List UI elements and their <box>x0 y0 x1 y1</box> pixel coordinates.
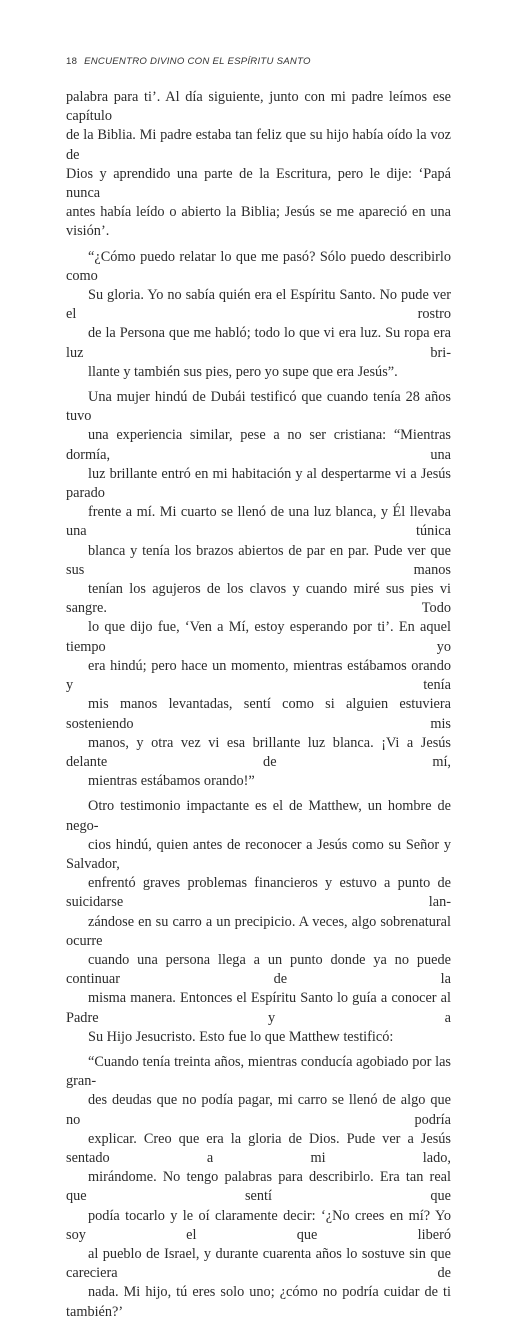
text-line: al pueblo de Israel, y durante cuarenta años lo sostuve sin que careciera de <box>66 1245 451 1282</box>
text-line: nada. Mi hijo, tú eres solo uno; ¿cómo no podría cuidar de ti también?’ <box>66 1284 451 1320</box>
text-line: mis manos levantadas, sentí como si alguien estuviera sosteniendo mis <box>66 696 451 732</box>
text-line: Otro testimonio impactante es el de Matthew, un hombre de nego- <box>66 798 451 834</box>
running-head <box>66 56 311 67</box>
paragraph <box>66 248 451 382</box>
text-line: enfrentó graves problemas financieros y estuvo a punto de suicidarse lan- <box>66 875 451 911</box>
text-line: Su Hijo Jesucristo. Esto fue lo que Matthew testificó: <box>88 1028 394 1045</box>
paragraph <box>66 1053 451 1322</box>
text-line: “¿Cómo puedo relatar lo que me pasó? Sólo puedo describirlo como <box>66 248 451 284</box>
text-line: zándose en su carro a un precipicio. A veces, algo sobrenatural ocurre <box>66 913 451 949</box>
text-line: antes había leído o abierto la Biblia; Jesús se me apareció en una visión’. <box>66 204 451 240</box>
text-line: llante y también sus pies, pero yo supe que era Jesús”. <box>88 363 398 380</box>
text-line: “Cuando tenía treinta años, mientras conducía agobiado por las gran- <box>66 1053 451 1090</box>
text-line: cios hindú, quien antes de reconocer a Jesús como su Señor y Salvador, <box>66 836 451 872</box>
text-line: luz brillante entró en mi habitación y al despertarme vi a Jesús parado <box>66 465 451 502</box>
text-line: palabra para ti’. Al día siguiente, junto con mi padre leímos ese capítulo <box>66 89 451 125</box>
text-line: cuando una persona llega a un punto donde ya no puede continuar de la <box>66 951 451 988</box>
text-line: de la Biblia. Mi padre estaba tan feliz que su hijo había oído la voz de <box>66 127 451 163</box>
text-line: misma manera. Entonces el Espíritu Santo lo guía a conocer al Padre y a <box>66 990 451 1026</box>
text-line: lo que dijo fue, ‘Ven a Mí, estoy esperando por ti’. En aquel tiempo yo <box>66 619 451 655</box>
page-number: 18 <box>66 56 78 67</box>
paragraph <box>66 88 451 242</box>
text-line: Dios y aprendido una parte de la Escritura, pero le dije: ‘Papá nunca <box>66 165 451 202</box>
text-line: era hindú; pero hace un momento, mientras estábamos orando y tenía <box>66 657 451 694</box>
text-line: explicar. Creo que era la gloria de Dios. Pude ver a Jesús sentado a mi lado, <box>66 1130 451 1166</box>
body-text <box>66 88 451 1328</box>
text-line: tenían los agujeros de los clavos y cuando miré sus pies vi sangre. Todo <box>66 581 451 617</box>
book-title: ENCUENTRO DIVINO CON EL ESPÍRITU SANTO <box>84 56 311 67</box>
text-line: Una mujer hindú de Dubái testificó que cuando tenía 28 años tuvo <box>66 389 451 425</box>
text-line: frente a mí. Mi cuarto se llenó de una luz blanca, y Él llevaba una túnica <box>66 504 451 540</box>
text-line: una experiencia similar, pese a no ser cristiana: “Mientras dormía, una <box>66 427 451 463</box>
text-line: podía tocarlo y le oí claramente decir: ‘¿No crees en mí? Yo soy el que liberó <box>66 1207 451 1243</box>
text-line: blanca y tenía los brazos abiertos de par en par. Pude ver que sus manos <box>66 542 451 578</box>
text-line: mirándome. No tengo palabras para describirlo. Era tan real que sentí que <box>66 1169 451 1205</box>
paragraph <box>66 797 451 1047</box>
text-line: de la Persona que me habló; todo lo que vi era luz. Su ropa era luz bri- <box>66 325 451 361</box>
paragraph <box>66 388 451 791</box>
text-line: Su gloria. Yo no sabía quién era el Espíritu Santo. No pude ver el rostro <box>66 287 451 323</box>
text-line: manos, y otra vez vi esa brillante luz blanca. ¡Vi a Jesús delante de mí, <box>66 734 451 770</box>
text-line: des deudas que no podía pagar, mi carro se llenó de algo que no podría <box>66 1092 451 1128</box>
text-line: mientras estábamos orando!” <box>88 773 255 790</box>
